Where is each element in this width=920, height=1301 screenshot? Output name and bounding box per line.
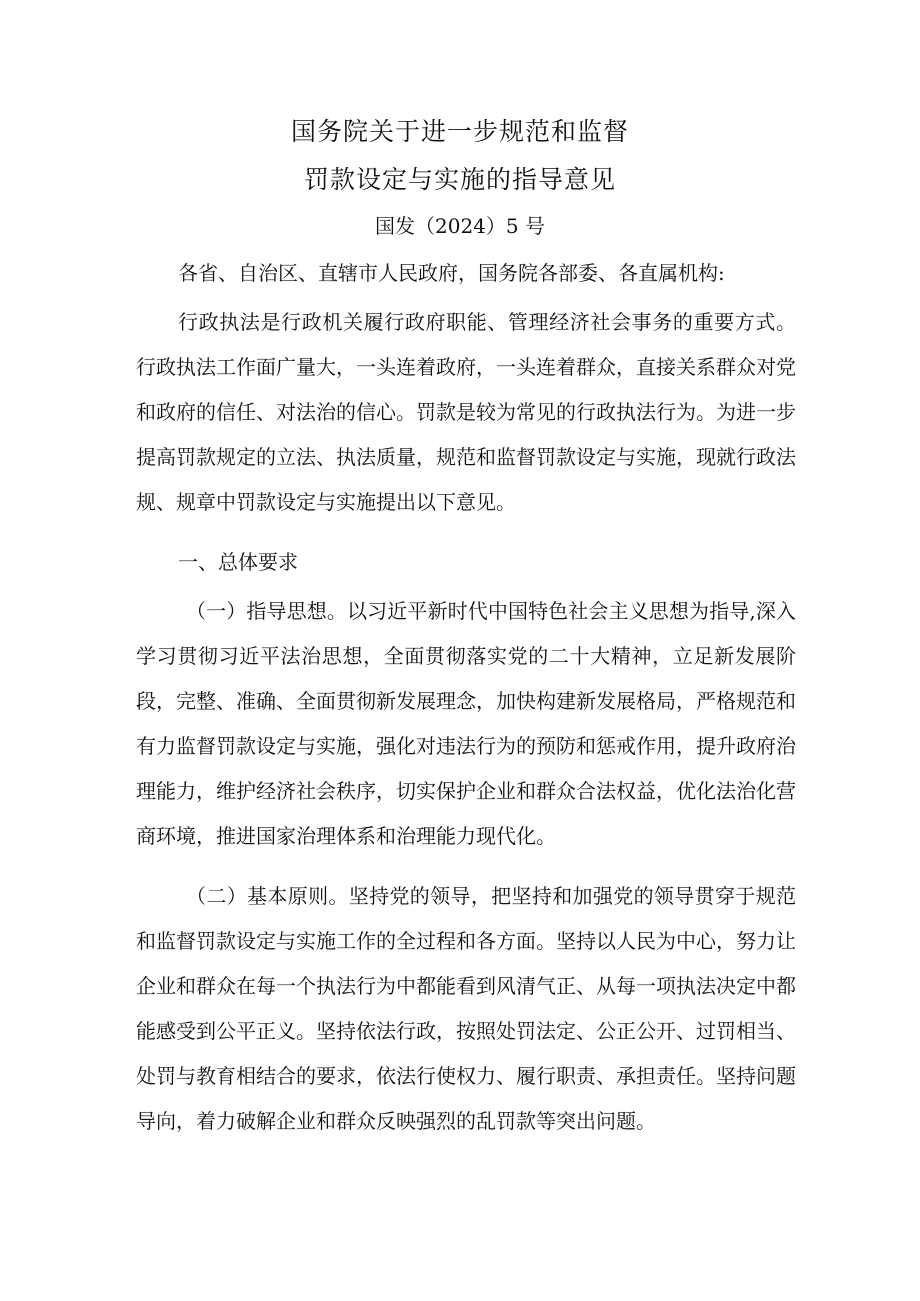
intro-paragraph: 行政执法是行政机关履行政府职能、管理经济社会事务的重要方式。行政执法工作面广量大，一头连着政府，一头连着群众，直接关系群众对党和政府的信任、对法治的信心。罚款是较为常见的行政执法行为。为进一步提高罚款规定的立法、执法质量，规范和监督罚款设定与实施，现就行政法规、规章中罚款设定与实施提出以下意见。 <box>136 310 796 514</box>
addressee-line: 各省、自治区、直辖市人民政府，国务院各部委、各直属机构: <box>178 261 725 285</box>
document-title-line-2: 罚款设定与实施的指导意见 <box>303 165 616 194</box>
document-title-line-1: 国务院关于进一步规范和监督 <box>290 117 629 146</box>
document-number: 国发（2024）5 号 <box>375 214 545 238</box>
guiding-ideology-paragraph: （一）指导思想。以习近平新时代中国特色社会主义思想为指导,深入学习贯彻习近平法治思想，全面贯彻落实党的二十大精神，立足新发展阶段，完整、准确、全面贯彻新发展理念，加快构建新发展格局，严格规范和有力监督罚款设定与实施，强化对违法行为的预防和惩戒作用，提升政府治理能力，维护经济社会秩序，切实保护企业和群众合法权益，优化法治化营商环境，推进国家治理体系和治理能力现代化。 <box>136 599 796 848</box>
basic-principles-paragraph: （二）基本原则。坚持党的领导，把坚持和加强党的领导贯穿于规范和监督罚款设定与实施工作的全过程和各方面。坚持以人民为中心，努力让企业和群众在每一个执法行为中都能看到风清气正、从每一项执法决定中都能感受到公平正义。坚持依法行政，按照处罚法定、公正公开、过罚相当、处罚与教育相结合的要求，依法行使权力、履行职责、承担责任。坚持问题导向，着力破解企业和群众反映强烈的乱罚款等突出问题。 <box>136 884 796 1133</box>
section-heading: 一、总体要求 <box>178 550 298 574</box>
